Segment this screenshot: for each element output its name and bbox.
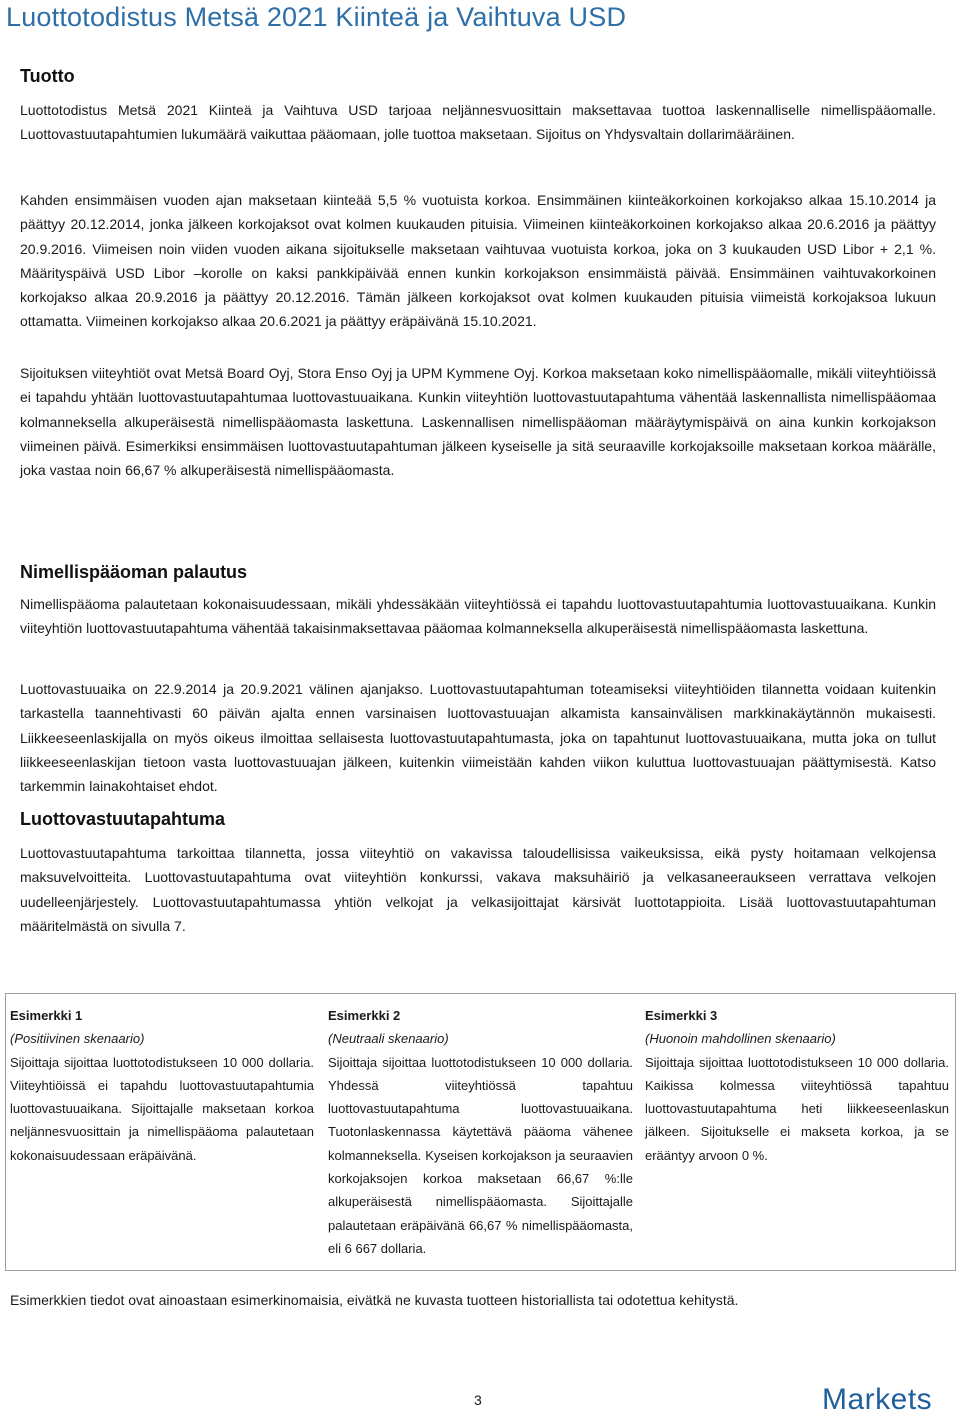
paragraph-luottovastuu: Luottovastuutapahtuma tarkoittaa tilannetta, jossa viiteyhtiö on vakavissa taloudellisissa vaikeuksissa, eikä pysty hoitamaan velkojensa maksuvelvoitteita. Luottovastuutapahtuma ovat viiteyhtiön konkurssi, vakava maksuhäiriö ja velkasaneeraukseen verrattava velkojen uudelleenjärjestely. Luottovastuutapahtumassa yhtiön velkojat ja velkasijoittajat kärsivät luottotappioita. Lisää luottovastuutapahtuman määritelmästä on sivulla 7. bbox=[20, 845, 936, 934]
example-3 bbox=[645, 1004, 949, 1167]
example-1-title: Esimerkki 1 bbox=[10, 1008, 83, 1023]
section-heading-palautus: Nimellispääoman palautus bbox=[20, 562, 248, 582]
example-2 bbox=[328, 1004, 633, 1260]
markets-logo bbox=[822, 1382, 958, 1414]
section-heading-tuotto: Tuotto bbox=[20, 66, 75, 86]
document-title: Luottotodistus Metsä 2021 Kiinteä ja Vaihtuva USD bbox=[6, 2, 627, 32]
example-3-body: Sijoittaja sijoittaa luottotodistukseen 10 000 dollaria. Kaikissa kolmessa viiteyhtiössä tapahtuu luottovastuutapahtuma heti liikkeeseenlaskun jälkeen. Sijoitukselle ei makseta korkoa, ja se erääntyy arvoon 0 %. bbox=[645, 1054, 949, 1163]
paragraph-palautus-2: Luottovastuuaika on 22.9.2014 ja 20.9.2021 välinen ajanjakso. Luottovastuutapahtuman toteamiseksi viiteyhtiöiden tilannetta voidaan kuitenkin tarkastella taannehtivasti 60 päivän ajalta ennen varsinaisen luottovastuuajan alkamista kansainvälisen markkinakäytännön mukaisesti. Liikkeeseenlaskijalla on myös oikeus ilmoittaa sellaisesta luottovastuutapahtumasta, joka on tapahtunut luottovastuuaikana, mutta joka on tullut liikkeeseenlaskijan tietoon vasta luottovastuuajan jälkeen, kuitenkin viimeistään kahden viikon kuluttua luottovastuuajan päättymisestä. Katso tarkemmin lainakohtaiset ehdot. bbox=[20, 681, 936, 795]
markets-logo-text: Markets bbox=[822, 1383, 933, 1414]
example-3-scenario: (Huonoin mahdollinen skenaario) bbox=[645, 1031, 836, 1047]
paragraph-palautus-1: Nimellispääoma palautetaan kokonaisuudessaan, mikäli yhdessäkään viiteyhtiössä ei tapahdu luottovastuutapahtumia luottovastuuaikana. Kunkin viiteyhtiön luottovastuutapahtuma vähentää takaisinmaksettavaa pääomaa kolmanneksella alkuperäisestä nimellispääomasta laskettuna. bbox=[20, 596, 936, 637]
section-heading-luottovastuu: Luottovastuutapahtuma bbox=[20, 809, 225, 829]
example-1-scenario: (Positiivinen skenaario) bbox=[10, 1031, 145, 1047]
example-3-title: Esimerkki 3 bbox=[645, 1008, 718, 1023]
example-2-body: Sijoittaja sijoittaa luottotodistukseen 10 000 dollaria. Yhdessä viiteyhtiössä tapahtuu luottovastuutapahtuma luottovastuuaikana. Tuotonlaskennassa käytettävä pääoma vähenee kolmanneksella. Kyseisen korkojakson ja seuraavien korkojaksojen korkoa maksetaan 66,67 %:lle alkuperäisestä nimellispääomasta. Sijoittajalle palautetaan eräpäivänä 66,67 % nimellispääomasta, eli 6 667 dollaria. bbox=[328, 1054, 633, 1256]
examples-disclaimer: Esimerkkien tiedot ovat ainoastaan esimerkinomaisia, eivätkä ne kuvasta tuotteen historiallista tai odotettua kehitystä. bbox=[10, 1292, 739, 1308]
paragraph-tuotto-reference-companies: Sijoituksen viiteyhtiöt ovat Metsä Board Oyj, Stora Enso Oyj ja UPM Kymmene Oyj. Korkoa maksetaan koko nimellispääomalle, mikäli viiteyhtiöissä ei tapahdu yhtään luottovastuutapahtumaa luottovastuuaikana. Kunkin viiteyhtiön luottovastuutapahtuma vähentää laskennallista nimellispääomaa kolmanneksella alkuperäisestä nimellispääomasta laskettuna. Laskennallisen nimellispääoman määräytymispäivä on aina kunkin korkojakson viimeinen päivä. Esimerkiksi ensimmäisen luottovastuutapahtuman jälkeen kyseiselle ja sitä seuraaville korkojaksoille maksetaan korkoa määrälle, joka vastaa noin 66,67 % alkuperäisestä nimellispääomasta. bbox=[20, 365, 936, 479]
example-2-title: Esimerkki 2 bbox=[328, 1008, 401, 1023]
example-1 bbox=[10, 1004, 314, 1167]
page-number: 3 bbox=[474, 1392, 482, 1408]
example-1-body: Sijoittaja sijoittaa luottotodistukseen 10 000 dollaria. Viiteyhtiöissä ei tapahdu luottovastuutapahtumia luottovastuuaikana. Sijoittajalle maksetaan korkoa neljännesvuosittain ja nimellispääoma palautetaan kokonaisuudessaan eräpäivänä. bbox=[10, 1054, 314, 1163]
paragraph-tuotto-interest: Kahden ensimmäisen vuoden ajan maksetaan kiinteää 5,5 % vuotuista korkoa. Ensimmäinen kiinteäkorkoinen korkojakso alkaa 15.10.2014 ja päättyy 20.12.2014, jonka jälkeen korkojaksot ovat kolmen kuukauden pituisia. Viimeinen kiinteäkorkoinen korkojakso alkaa 20.6.2016 ja päättyy 20.9.2016. Viimeisen noin viiden vuoden aikana sijoitukselle maksetaan vaihtuvaa vuotuista korkoa, joka on 3 kuukauden USD Libor + 2,1 %. Määrityspäivä USD Libor –korolle on kaksi pankkipäivää ennen kunkin korkojakson ensimmäistä päivää. Ensimmäinen vaihtuvakorkoinen korkojakso alkaa 20.9.2016 ja päättyy 20.12.2016. Tämän jälkeen korkojaksot ovat kolmen kuukauden pituisia viimeistä korkojaksoa lukuun ottamatta. Viimeinen korkojakso alkaa 20.6.2021 ja päättyy eräpäivänä 15.10.2021. bbox=[20, 192, 936, 330]
examples-box bbox=[5, 993, 956, 1271]
example-2-scenario: (Neutraali skenaario) bbox=[328, 1031, 449, 1047]
paragraph-tuotto-intro: Luottotodistus Metsä 2021 Kiinteä ja Vaihtuva USD tarjoaa neljännesvuosittain maksettavaa tuottoa laskennalliselle nimellispääomalle. Luottovastuutapahtumien lukumäärä vaikuttaa pääomaan, jolle tuottoa maksetaan. Sijoitus on Yhdysvaltain dollarimääräinen. bbox=[20, 102, 936, 143]
